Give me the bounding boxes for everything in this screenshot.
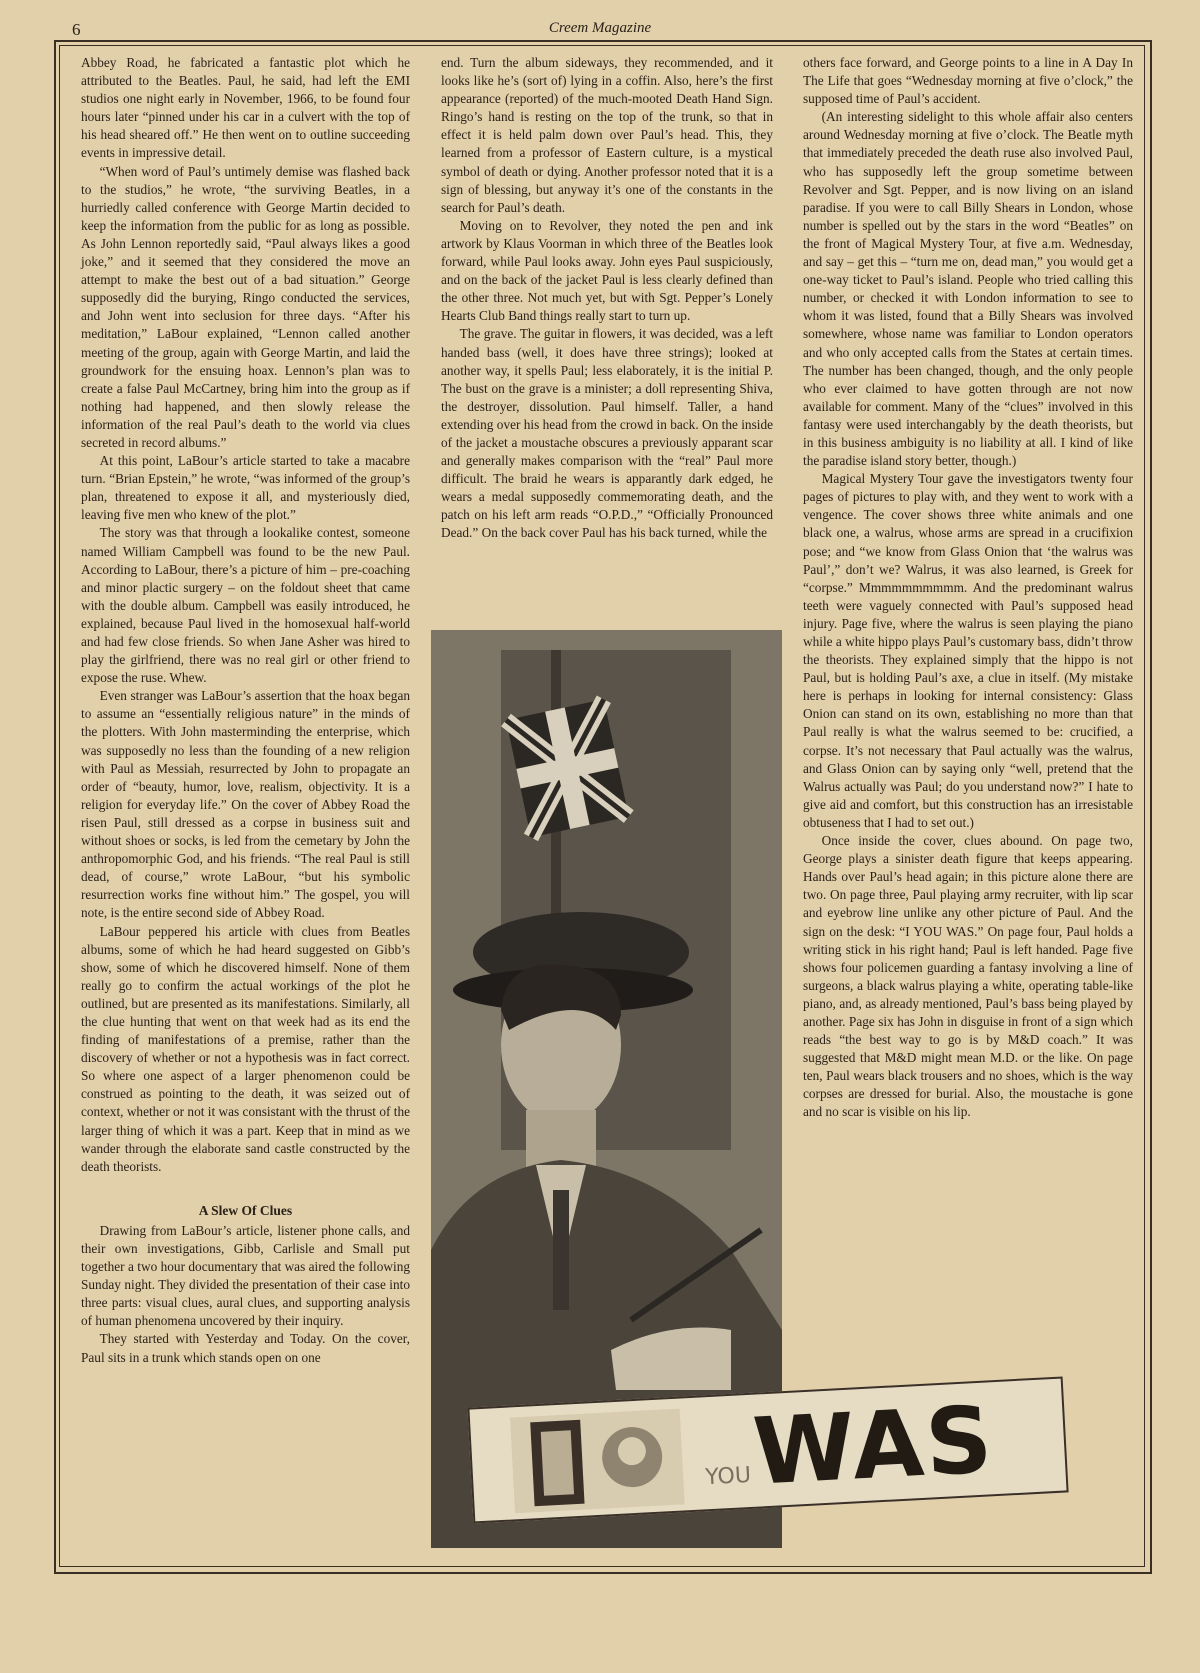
paragraph: At this point, LaBour’s article started to take a macabre turn. “Brian Epstein,” he wrote, “was informed of the group’s plan, threatened to expose it all, and mysteriously died, leaving five men who knew of the plot.” bbox=[81, 453, 410, 523]
sign-word-you: YOU bbox=[704, 1462, 752, 1491]
paragraph: “When word of Paul’s untimely demise was flashed back to the studios,” he wrote, “the surviving Beatles, in a hurriedly called conference with George Martin decided to keep the information from the public for as long as possible. As John Lennon reportedly said, “Paul always likes a good joke,” and it seemed that they considered the move an attempt to make the best out of a bad situation.” George supposedly did the burying, Ringo conducted the services, and John went into seclusion for three days. “After his meditation,” LaBour explained, “Lennon called another meeting of the group, again with George Martin, and laid the groundwork for the ensuing hoax. Lennon’s plan was to create a false Paul McCartney, bring him into the group as if nothing had happened, and then slowly release the information of the real Paul’s death to the world via clues secreted in record albums.” bbox=[81, 163, 410, 450]
paragraph: The story was that through a lookalike contest, someone named William Campbell was found to be the new Paul. According to LaBour, there’s a picture of him – pre-coaching and minor plactic surgery – on the foldout sheet that came with the double album. Campbell was easily introduced, he explained, because Paul lived in the homosexual half-world and had few close friends. So when Jane Asher was hired to play the girlfriend, there was no real girl or other friend to expose the ruse. Whew. bbox=[81, 525, 410, 686]
paragraph: Drawing from LaBour’s article, listener phone calls, and their own investigations, Gibb, Carlisle and Small put together a two hour documentary that was aired the following Sunday night. They divided the presentation of their case into three parts: visual clues, aural clues, and supporting analysis of human phenomena uncovered by their inquiry. bbox=[81, 1222, 410, 1329]
paragraph: Magical Mystery Tour gave the investigators twenty four pages of pictures to play with, and they went to work with a vengence. The cover shows three white animals and one black one, a walrus, whose arms are spread in a crucifixion pose; and “we know from Glass Onion that ‘the walrus was Paul’,” don’t we? Walrus, it was also learned, is Greek for “corpse.” Mmmmmmmmmm. And the predominant walrus teeth were vaguely connected with Paul’s supposed head injury. Page five, where the walrus is seen playing the piano while a white hippo plays Paul’s customary bass, didn’t throw the theorists. They explained simply that the hippo is not Paul, but is holding Paul’s axe, a clue in itself. (My mistake here is perhaps in looking for internal consistency: Glass Onion can stand on its own, establishing no more than that Paul really is what the walrus seemed to be: crucified, a corpse. It’s not necessary that Paul actually was the walrus, and Glass Onion can by saying only “well, pretend that the Walrus actually was Paul; do you understand now?” I hate to give aid and comfort, but this construction has an irresistable obtuseness that I had to set out.) bbox=[803, 471, 1133, 830]
paragraph: Once inside the cover, clues abound. On page two, George plays a sinister death figure that keeps appearing. Hands over Paul’s head again; in this picture alone there are two. On page three, Paul playing army recruiter, with lip scar and eyebrow line unlike any other picture of Paul. And the sign on the desk: “I YOU WAS.” On page four, Paul holds a writing stick in his right hand; Paul is left handed. Page five shows four policemen guarding a fantasy involving a line of surgeons, a black walrus playing a white, operating table-like piano, and, as already mentioned, Paul’s bass being played by another. Page six has John in disguise in front of a sign which reads “the best way to go is by M&D coach.” It was suggested that M&D might mean M.D. or the like. On page ten, Paul wears black trousers and no shoes, which is the way corpses are dressed for burial. Also, the moustache is gone and no scar is visible on his lip. bbox=[803, 833, 1133, 1120]
sign-letter-i-illustration bbox=[510, 1409, 685, 1514]
paragraph: The grave. The guitar in flowers, it was decided, was a left handed bass (well, it does have three strings); looked at another way, it spells Paul; less elaborately, it is the initial P. The bust on the grave is a minister; a doll representing Shiva, the destroyer, dissolution. Paul himself. Taller, a hand extending over his head from the crowd in back. On the inside of the jacket a moustache obscures a previously apparant scar and generally makes comparison with the “real” Paul more difficult. The braid he wears is apparantly dark edged, he wears a medal supposedly commemorating death, and the patch on his left arm reads “O.P.D.,” “Officially Pronounced Dead.” On the back cover Paul has his back turned, while the bbox=[441, 326, 773, 541]
magazine-masthead: Creem Magazine bbox=[548, 20, 652, 36]
paragraph: They started with Yesterday and Today. On the cover, Paul sits in a trunk which stands open on one bbox=[81, 1331, 410, 1365]
article-column-3 bbox=[803, 54, 1133, 1122]
paragraph: others face forward, and George points to a line in A Day In The Life that goes “Wednesday morning at five o’clock,” the supposed time of Paul’s accident. bbox=[803, 55, 1133, 107]
paragraph: Abbey Road, he fabricated a fantastic plot which he attributed to the Beatles. Paul, he said, had left the EMI studios one night early in November, 1966, to be found four hours later “pinned under his car in a culvert with the top of his head sheared off.” He then went on to outline succeeding events in impressive detail. bbox=[81, 55, 410, 161]
sign-word-was: WAS bbox=[750, 1386, 997, 1506]
paragraph: (An interesting sidelight to this whole affair also centers around Wednesday morning at five o’clock. The Beatle myth that immediately preceded the death ruse also involved Paul, who has supposedly left the group sometime between Revolver and Sgt. Pepper, and is now living on an island paradise. If you were to call Billy Shears in London, whose number is spelled out by the stars in the word “Beatles” on the front of Magical Mystery Tour, at five a.m. Wednesday, and say – get this – “turn me on, dead man,” you would get a one-way ticket to Paul’s island. People who tried calling this number, or checked it with London information to see to whom it was listed, found that a Billy Shears was involved somewhere, whose name was familiar to London operators and who only accepted calls from the States at certain times. The number has been changed, though, and the only people who ever claimed to have gotten through are not now available for comment. Many of the “clues” involved in this fantasy were used interchangably by the death theorists, but in this business ambiguity is no liability at all. I kind of like the paradise island story better, though.) bbox=[803, 109, 1133, 469]
paragraph: LaBour peppered his article with clues from Beatles albums, some of which he had heard suggested on Gibb’s show, some of which he discovered himself. None of them really go to confirm the actual workings of the plot he outlined, but are presented as its manifestations. Similarly, all the clue hunting that went on that week had as its end the finding of manifestations of a premise, rather than the discovery of whether or not a hypothesis was in fact correct. So where one aspect of a larger phenomenon could be construed as pointing to the death, it was seized out of context, whether or not it was consistant with the thrust of the larger thing of which it was a part. Keep that in mind as we wander through the elaborate sand castle constructed by the death theorists. bbox=[81, 923, 410, 1174]
paragraph: Moving on to Revolver, they noted the pen and ink artwork by Klaus Voorman in which three of the Beatles look forward, while Paul looks away. John eyes Paul suspiciously, and on the back of the jacket Paul is less clearly defined than the other three. Not much yet, but with Sgt. Pepper’s Lonely Hearts Club Band things really start to turn up. bbox=[441, 217, 773, 324]
paragraph: end. Turn the album sideways, they recommended, and it looks like he’s (sort of) lying in a coffin. Also, here’s the first appearance (reported) of the much-mooted Death Hand Sign. Ringo’s hand is resting on the top of the trunk, so that in effect it is held palm down over Paul’s head. This, they learned from a professor of Eastern culture, is a mystical symbol of death or dying. Another professor noted that it is a sign of blessing, but anyway it’s one of the constants in the search for Paul’s death. bbox=[441, 55, 773, 215]
paragraph: Even stranger was LaBour’s assertion that the hoax began to assume an “essentially religious nature” in the minds of the plotters. With John masterminding the enterprise, which was supposedly no less than the founding of a new religion with Paul as Messiah, resurrected by John to propagate an order of “beauty, humor, love, realism, objectivity. It is a religion for everyday life.” On the cover of Abbey Road the risen Paul, still dressed as a corpse in business suit and without shoes or socks, is led from the cemetary by John the anthropomorphic God, and his friends. “The real Paul is still dead, of course,” wrote LaBour, “but his symbolic resurrection works fine without him.” The gospel, you will note, is the entire second side of Abbey Road. bbox=[81, 688, 410, 921]
page-number: 6 bbox=[72, 20, 81, 39]
section-subhead: A Slew Of Clues bbox=[198, 1202, 293, 1218]
article-column-1 bbox=[81, 54, 410, 1367]
article-column-2 bbox=[441, 54, 773, 543]
